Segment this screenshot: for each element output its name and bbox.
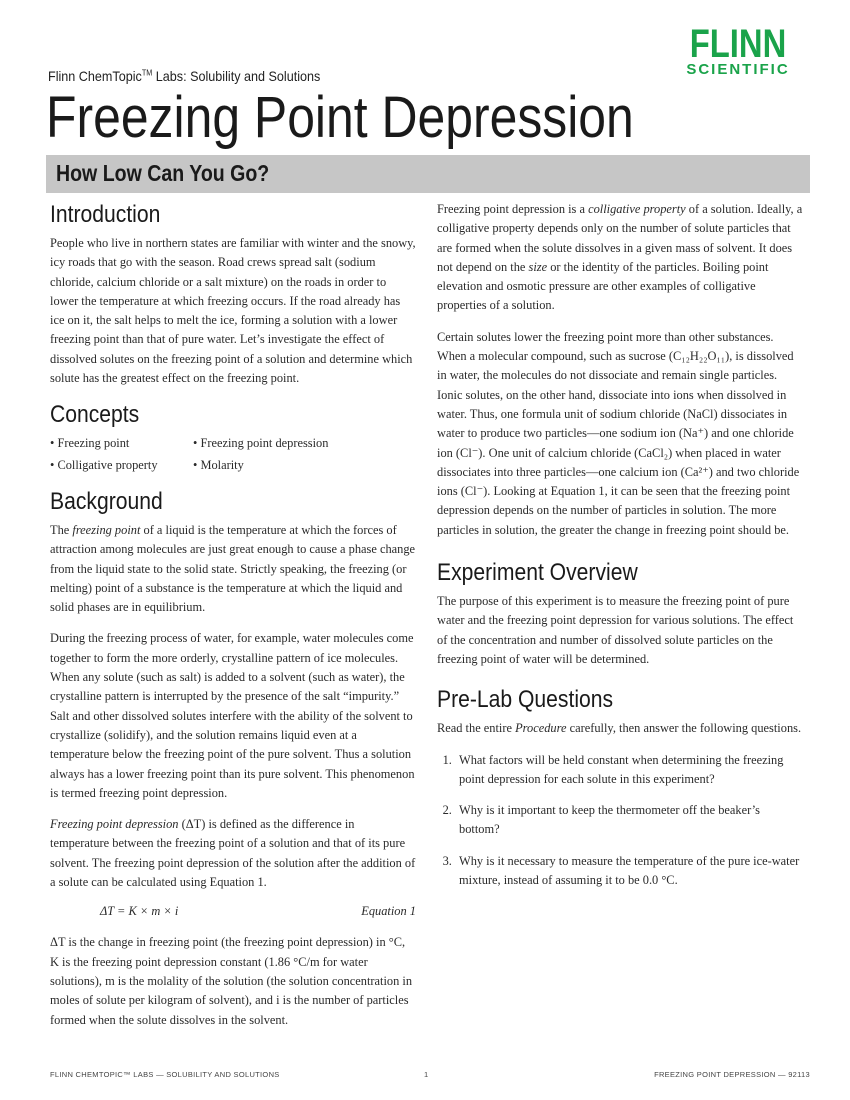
text-run: Read the entire (437, 721, 516, 736)
text-run: (ΔT) is defined as the difference in temperature between the freezing point of a solution and that of its pure solvent. The freezing point depression of the solution after the addition of a solute can be calculated using Equation 1. (50, 817, 416, 890)
footer-series: FLINN CHEMTOPIC™ LABS — SOLUBILITY AND SOLUTIONS (50, 1070, 280, 1079)
colligative-paragraph (437, 200, 803, 316)
text-run: of a liquid is the temperature at which the forces of attraction among molecules are just great enough to cause a phase change from the liquid state to the solid state. Strictly speaking, the freezing (or melting) point of a substance is the temperature at which the liquid and solid phases are in equilibrium. (50, 522, 416, 615)
experiment-overview-heading: Experiment Overview (437, 559, 638, 587)
experiment-overview-text: The purpose of this experiment is to measure the freezing point of pure water and the freezing point depression for various solutions. The effect of the concentration and number of dissolved solute particles on the freezing point of water will be determined. (437, 594, 794, 666)
page-subtitle: How Low Can You Go? (56, 160, 270, 186)
prelab-section (437, 685, 803, 890)
term-procedure: Procedure (515, 721, 567, 736)
equation-formula: ΔT = K × m × i (100, 904, 179, 919)
series-prefix: Flinn ChemTopic (48, 68, 142, 84)
prelab-heading: Pre-Lab Questions (437, 686, 614, 714)
right-column (437, 200, 803, 902)
prelab-question: 3. Why is it necessary to measure the temperature of the pure ice-water mixture, instead of assuming it to be 0.0 °C. (455, 852, 803, 891)
text-run: or the identity of the particles. Boiling point elevation and osmotic pressure are other examples of colligative properties of a solution. (437, 259, 769, 313)
background-paragraph-1 (50, 521, 416, 617)
concepts-list (50, 434, 416, 475)
logo-main-text: FLINN (689, 22, 787, 66)
term-freezing-point: freezing point (72, 522, 141, 537)
logo-sub-text: SCIENTIFIC (686, 61, 790, 78)
concept-item: • Colligative property (50, 456, 193, 475)
subtitle-banner (46, 155, 810, 193)
concept-item: • Freezing point (50, 434, 193, 453)
equation-1 (50, 904, 416, 919)
concept-item: • Molarity (193, 456, 393, 475)
background-section (50, 487, 416, 1030)
left-column (50, 200, 416, 1042)
background-paragraph-2: During the freezing process of water, for example, water molecules come together to form the more orderly, crystalline pattern of ice molecules. When any solute (such as salt) is added to a solvent (such as water), the crystalline pattern is interrupted by the presence of the salt “impurity.” Salt and other dissolved solutes interfere with the ability of the solvent to crystallize (solidify), and the solution remains liquid even at a temperature below the freezing point of the pure solvent. Thus a solution always has a lower freezing point than its pure solvent. This phenomenon is termed freezing point depression. (50, 631, 415, 800)
equation-label: Equation 1 (361, 904, 416, 919)
text-run: The (50, 522, 73, 537)
page-title: Freezing Point Depression (46, 85, 634, 150)
footer-page-number: 1 (424, 1070, 429, 1079)
flinn-scientific-logo (668, 22, 808, 78)
solutes-paragraph: Certain solutes lower the freezing point more than other substances. When a molecular compound, such as sucrose (C₁₂H₂₂O₁₁), is dissolved in water, the molecules do not dissociate and remain single particles. Ionic solutes, on the other hand, dissociate into ions when dissolved in water. Thus, one formula unit of sodium chloride (NaCl) dissociates in water to produce two particles—one sodium ion (Na⁺) and one chloride ion (Cl⁻). One unit of calcium chloride (CaCl₂) when placed in water dissociates into three particles—one calcium ion (Ca²⁺) and two chloride ions (Cl⁻). Looking at Equation 1, it can be seen that the freezing point depression depends on the number of particles in solution. The more particles in solution, the greater the change in freezing point should be. (437, 329, 800, 537)
introduction-heading: Introduction (50, 201, 161, 228)
prelab-intro (437, 719, 803, 738)
concepts-section (50, 400, 416, 475)
series-title (48, 68, 320, 84)
background-paragraph-3 (50, 815, 416, 892)
background-paragraph-4: ΔT is the change in freezing point (the freezing point depression) in °C, K is the freezing point depression constant (1.86 °C/m for water solutions), m is the molality of the solution (the solution concentration in moles of solute per kilogram of solvent), and i is the number of particles formed when the solute dissolves in the solvent. (50, 935, 413, 1027)
introduction-section (50, 200, 416, 388)
prelab-questions-list (437, 751, 803, 891)
term-freezing-point-depression: Freezing point depression (50, 817, 179, 832)
term-size: size (528, 259, 548, 274)
trademark-mark: TM (141, 68, 153, 78)
background-heading: Background (50, 487, 163, 515)
text-run: of a solution. Ideally, a colligative property depends only on the number of solute particles that are formed when the solute dissolves in a given mass of solvent. It does not depend on the (437, 202, 803, 274)
experiment-overview-section (437, 558, 803, 669)
term-colligative-property: colligative property (588, 202, 686, 216)
concepts-heading: Concepts (50, 401, 140, 429)
prelab-question: 1. What factors will be held constant when determining the freezing point depression for each solute in this experiment? (455, 751, 803, 790)
text-run: Freezing point depression is a (437, 202, 589, 216)
series-suffix: Labs: Solubility and Solutions (152, 68, 321, 84)
footer-title-code: FREEZING POINT DEPRESSION — 92113 (654, 1070, 810, 1079)
text-run: carefully, then answer the following questions. (566, 721, 802, 736)
prelab-question: 2. Why is it important to keep the thermometer off the beaker’s bottom? (455, 801, 803, 840)
concept-item: • Freezing point depression (193, 434, 393, 453)
introduction-text: People who live in northern states are familiar with winter and the snowy, icy roads that go with the season. Road crews spread salt (sodium chloride, calcium chloride or a salt mixture) on the roads in order to lower the temperature at which freezing occurs. If the road already has ice on it, the salt helps to melt the ice, forming a solution with a lower freezing point than that of pure water. Let’s investigate the effect of dissolved solutes on the freezing point of a solution and determine which solute has the greatest effect on the freezing point. (50, 236, 416, 386)
